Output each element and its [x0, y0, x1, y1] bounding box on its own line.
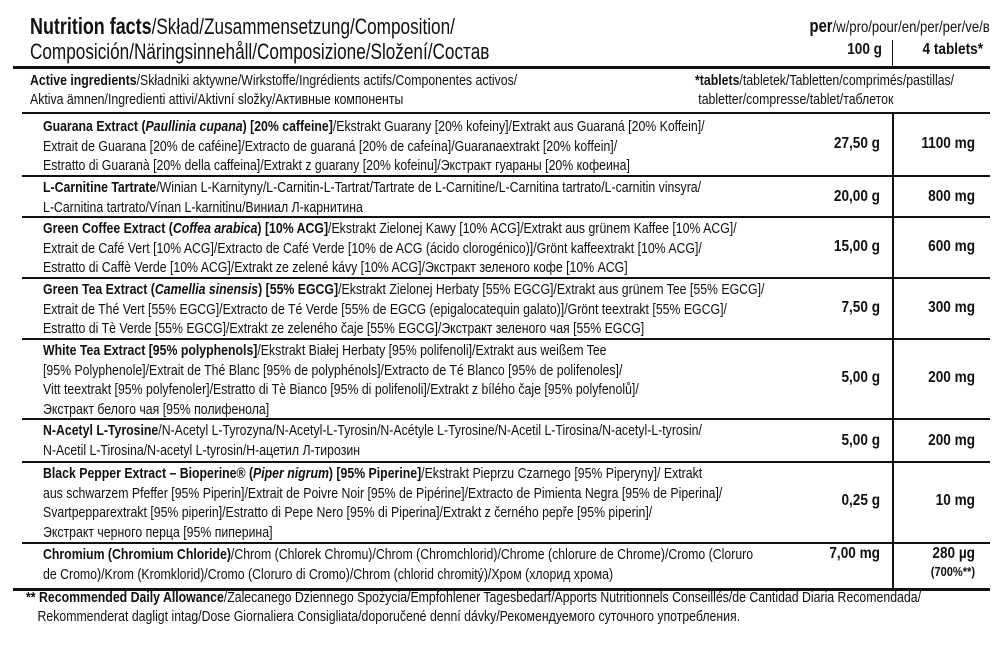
value-per-tablets: 200 mg	[928, 369, 975, 386]
value-per-100g: 5,00 g	[841, 432, 880, 449]
ingredient-description	[43, 421, 702, 460]
ingredient-text: Piper nigrum	[253, 465, 329, 482]
ingredient-text: Extrait de Thé Vert [55% EGCG]/Extracto de Té Verde [55% de EGCG (epigalocatequin galato)]/Grönt teextrakt [55% EGCG]/	[43, 300, 727, 318]
table-row-white-tea	[0, 338, 1000, 418]
ingredient-text: Экстракт белого чая [95% полифенола]	[43, 400, 270, 418]
ingredient-text: /Ekstrakt Zielonej Kawy [10% ACG]/Extrakt aus grünem Kaffee [10% ACG]/	[328, 220, 737, 237]
tablets-note	[695, 71, 954, 109]
value-per-tablets	[905, 545, 975, 581]
tablets-translations-2: tabletter/compresse/tablet/таблеток	[698, 91, 894, 108]
ingredient-text	[43, 280, 764, 300]
footnote-translations: /Zalecanego Dziennego Spożycia/Empfohlener Tagesbedarf/Apports Nutritionnels Conseillés/de Cantidad Diaria Recomendada/	[223, 589, 921, 606]
title-line-1	[30, 14, 455, 39]
ingredient-text: L-Carnitine Tartrate	[43, 179, 157, 196]
ingredient-text: Estratto di Guaranà [20% della caffeina]/Extrakt z guarany [20% kofeinu]/Экстракт гуараны [20% кофеина]	[43, 157, 630, 174]
column-divider	[892, 338, 894, 418]
value-per-tablets: 1100 mg	[921, 135, 975, 152]
tablets-bold: *tablets	[695, 72, 740, 89]
ingredient-text	[43, 341, 639, 361]
ingredient-text: Coffea arabica	[172, 220, 258, 237]
ingredient-text: [95% Polyphenole]/Extrait de Thé Blanc [95% de polyphénols]/Extracto de Té Blanco [95% de polifenoles]/	[43, 361, 623, 379]
ingredient-text: Экстракт черного перца [95% пиперина]	[43, 523, 273, 541]
title-line-2: Composición/Näringsinnehåll/Composizione/Složení/Состав	[30, 39, 490, 64]
active-translations-2: Aktiva ämnen/Ingredienti attivi/Aktivní složky/Активные компоненты	[30, 91, 404, 108]
column-header-tablets: 4 tablets*	[922, 41, 983, 58]
active-bold: Active ingredients	[30, 72, 137, 89]
ingredient-text: /N-Acetyl L-Tyrozyna/N-Acetyl-L-Tyrosin/N-Acétyle L-Tyrosine/N-Acetil L-Tirosina/N-acetyl-L-tyrosin/	[158, 422, 702, 439]
ingredient-text	[43, 421, 702, 441]
ingredient-text: ) [55% EGCG]	[258, 281, 339, 298]
ingredient-text: Green Coffee Extract (	[43, 220, 173, 237]
value-per-100g: 5,00 g	[841, 369, 880, 386]
ingredient-text: Camellia sinensis	[154, 281, 259, 298]
footnote-rda	[26, 588, 921, 626]
footnote-bold: Recommended Daily Allowance	[39, 589, 224, 606]
column-divider	[892, 175, 894, 216]
table-row-guarana	[0, 114, 1000, 175]
ingredient-text: Svartpepparextrakt [95% piperin]/Estratto di Pepe Nero [95% di Piperina]/Extrakt z černého pepře [95% piperin]/	[43, 504, 653, 521]
ingredient-text: de Cromo)/Krom (Kromklorid)/Cromo (Cloruro di Cromo)/Chrom (chlorid chromitý)/Хром (хлорид хрома)	[43, 565, 614, 583]
value-per-100g: 0,25 g	[841, 492, 880, 509]
ingredient-text: ) [10% ACG]	[257, 220, 329, 237]
ingredient-text: /Ekstrakt Zielonej Herbaty [55% EGCG]/Extrakt aus grünem Tee [55% EGCG]/	[338, 281, 765, 298]
ingredient-text: Estratto di Tè Verde [55% EGCG]/Extrakt ze zeleného čaje [55% EGCG]/Экстракт зеленого чая [55% EGCG]	[43, 320, 645, 337]
chromium-dose: 280 µg	[932, 545, 975, 562]
per-translations: /w/pro/pour/en/per/per/ve/в	[832, 19, 990, 36]
ingredient-description	[43, 545, 753, 584]
ingredient-description	[43, 219, 737, 278]
column-divider	[892, 461, 894, 542]
ingredient-text: ) [95% Piperine]	[328, 465, 422, 482]
column-header-100g: 100 g	[847, 41, 882, 58]
ingredients-table	[0, 114, 1000, 588]
ingredient-text: N-Acetyl L-Tyrosine	[43, 422, 159, 439]
table-row-green-tea	[0, 277, 1000, 338]
value-per-tablets: 600 mg	[928, 238, 975, 255]
table-row-carnitine	[0, 175, 1000, 216]
value-per-100g: 15,00 g	[833, 238, 880, 255]
value-per-100g: 7,00 mg	[829, 545, 880, 562]
ingredient-text	[43, 464, 722, 484]
ingredient-text: Extrait de Café Vert [10% ACG]/Extracto de Café Verde [10% de ACG (ácido clorogénico)]/Grönt kaffeextrakt [10% ACG]/	[43, 239, 702, 257]
ingredient-text: Green Tea Extract (	[43, 281, 155, 298]
ingredient-text: White Tea Extract [95% polyphenols]	[43, 342, 258, 359]
ingredient-text: /Winian L-Karnityny/L-Carnitin-L-Tartrat/Tartrate de L-Carnitine/L-Carnitina tartrato/L-carnitin vinsyra/	[156, 179, 702, 196]
column-divider	[892, 542, 894, 588]
value-per-tablets: 200 mg	[928, 432, 975, 449]
ingredient-description	[43, 178, 701, 217]
value-per-100g: 7,50 g	[841, 299, 880, 316]
ingredient-text	[43, 219, 737, 239]
active-ingredients-header	[30, 71, 517, 109]
per-bold: per	[809, 16, 833, 36]
ingredient-description	[43, 117, 705, 176]
active-translations: /Składniki aktywne/Wirkstoffe/Ingrédients actifs/Componentes activos/	[136, 72, 518, 89]
value-per-tablets: 800 mg	[928, 188, 975, 205]
ingredient-text: aus schwarzem Pfeffer [95% Piperin]/Extrait de Poivre Noir [95% de Pipérine]/Extracto de Pimienta Negra [95% de Piperina]/	[43, 484, 723, 502]
ingredient-text: N-Acetil L-Tirosina/N-acetyl L-tyrosin/Н-ацетил Л-тирозин	[43, 441, 361, 459]
ingredient-text: /Ekstrakt Guarany [20% kofeiny]/Extrakt aus Guaraná [20% Koffein]/	[332, 118, 705, 135]
tablets-translations: /tabletek/Tabletten/comprimés/pastillas/	[739, 72, 955, 89]
ingredient-text: ) [20% caffeine]	[242, 118, 333, 135]
ingredient-text: Black Pepper Extract – Bioperine® (	[43, 465, 254, 482]
column-divider	[892, 277, 894, 338]
ingredient-text: Extrait de Guarana [20% de caféine]/Extracto de guaraná [20% de cafeína]/Guaranaextrakt [20% koffein]/	[43, 137, 618, 155]
value-per-tablets: 10 mg	[935, 492, 975, 509]
table-row-black-pepper	[0, 461, 1000, 542]
ingredient-description	[43, 464, 722, 542]
footnote-translations-2: Rekommenderat dagligt intag/Dose Giornaliera Consigliata/doporučené denní dávky/Рекомендуемого суточного употребления.	[37, 608, 741, 625]
title-bold: Nutrition facts	[30, 13, 152, 39]
ingredient-text: Chromium (Chromium Chloride)	[43, 546, 231, 563]
ingredient-text: Guarana Extract (	[43, 118, 146, 135]
ingredient-text: Vitt teextrakt [95% polyfenoler]/Estratto di Tè Bianco [95% di polifenoli]/Extrakt z bílého čaje [95% polyfenolů]/	[43, 381, 639, 398]
ingredient-description	[43, 341, 639, 419]
column-divider	[892, 418, 894, 461]
value-per-100g: 20,00 g	[833, 188, 880, 205]
ingredient-text: L-Carnitina tartrato/Vínan L-karnitinu/Виниал Л-карнитина	[43, 198, 363, 216]
per-label	[810, 16, 990, 37]
top-rule	[13, 66, 990, 69]
column-divider	[892, 114, 894, 175]
table-row-green-coffee	[0, 216, 1000, 277]
rda-percent: (700%**)	[930, 564, 975, 579]
value-per-tablets: 300 mg	[928, 299, 975, 316]
value-per-100g: 27,50 g	[833, 135, 880, 152]
ingredient-text	[43, 117, 705, 137]
column-divider	[892, 40, 893, 66]
table-row-tyrosine	[0, 418, 1000, 461]
ingredient-text	[43, 545, 753, 565]
ingredient-text: Estratto di Caffè Verde [10% ACG]/Extrakt ze zelené kávy [10% ACG]/Экстракт зеленого кофе [10% ACG]	[43, 259, 628, 276]
footnote-marker: **	[26, 589, 36, 606]
ingredient-text: Paullinia cupana	[145, 118, 243, 135]
ingredient-text: /Ekstrakt Białej Herbaty [95% polifenoli]/Extrakt aus weißem Tee	[257, 342, 607, 359]
ingredient-description	[43, 280, 764, 339]
ingredient-text: /Chrom (Chlorek Chromu)/Chrom (Chromchlorid)/Chrome (chlorure de Chrome)/Cromo (Cloruro	[230, 546, 754, 563]
title-translations: /Skład/Zusammensetzung/Composition/	[151, 14, 455, 39]
ingredient-text	[43, 178, 701, 198]
ingredient-text: /Ekstrakt Pieprzu Czarnego [95% Piperyny]/ Extrakt	[421, 465, 703, 482]
column-divider	[892, 216, 894, 277]
table-row-chromium	[0, 542, 1000, 588]
